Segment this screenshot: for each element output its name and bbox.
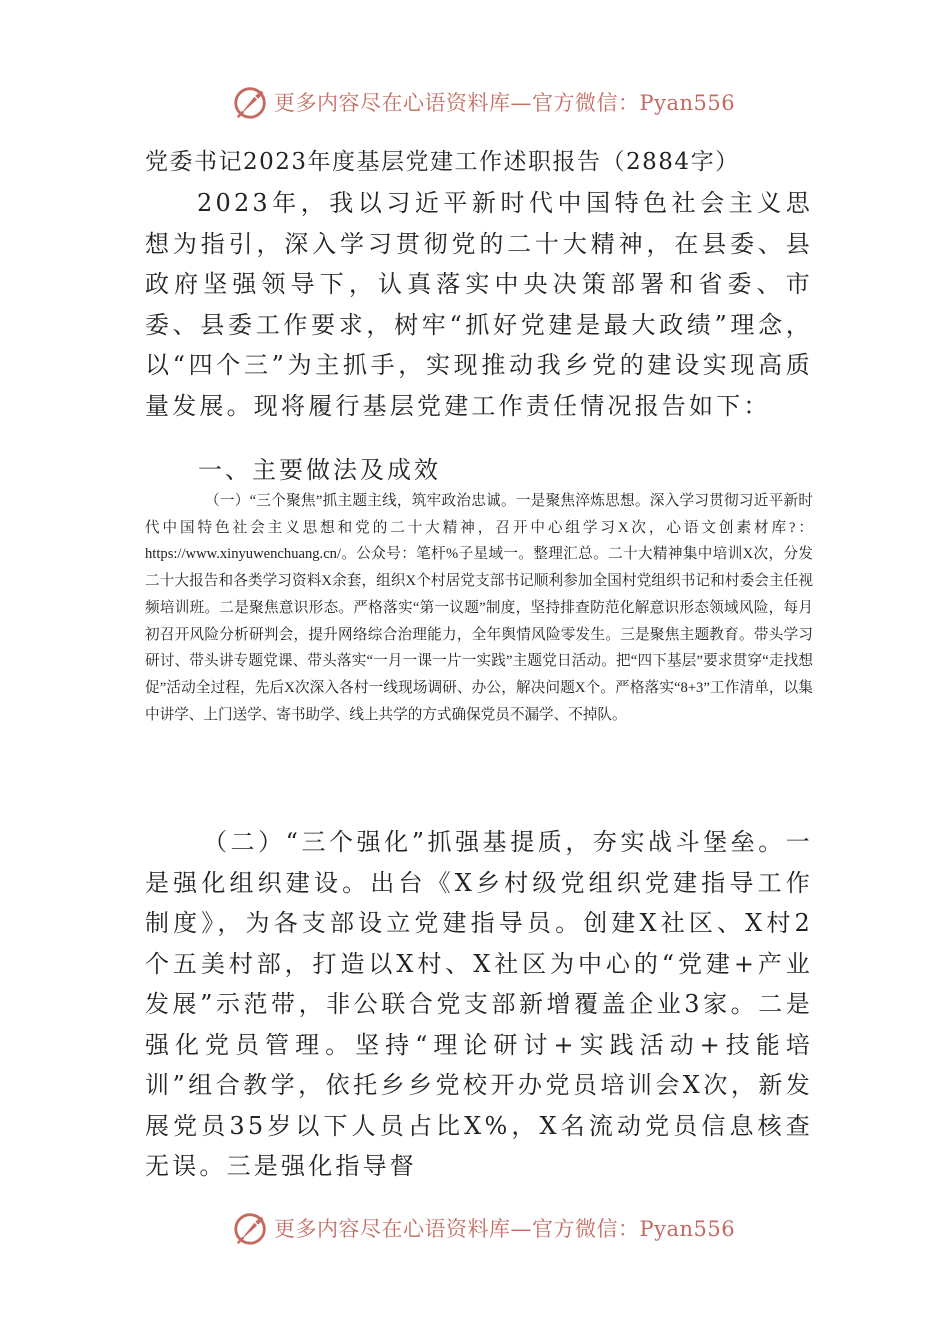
section-paragraph-small: （一）“三个聚焦”抓主题主线，筑牢政治忠诚。一是聚焦淬炼思想。深入学习贯彻习近平新时代中国特色社会主义思想和党的二十大精神，召开中心组学习X次，心语文创素材库?：https://www.xinyuwenchuang.cn/。公众号：笔杆%子星域一。整理汇总。二十大精神集中培训X次，分发二十大报告和各类学习资料X余套，组织X个村居党支部书记顺利参加全国村党组织书记和村委会主任视频培训班。二是聚焦意识形态。严格落实“第一议题”制度，坚持排查防范化解意识形态领域风险，每月初召开风险分析研判会，提升网络综合治理能力，全年舆情风险零发生。三是聚焦主题教育。带头学习研讨、带头讲专题党课、带头落实“一月一课一片一实践”主题党日活动。把“四下基层”要求贯穿“走找想促”活动全过程，先后X次深入各村一线现场调研、办公，解决问题X个。严格落实“8+3”工作清单，以集中讲学、上门送学、寄书助学、线上共学的方式确保党员不漏学、不掉队。 (145, 493, 813, 723)
document-title: 党委书记2023年度基层党建工作述职报告（2884字） (145, 149, 740, 175)
watermark-banner-top (232, 82, 752, 122)
watermark-banner-bottom (232, 1208, 752, 1248)
watermark-text: 更多内容尽在心语资料库—官方微信：Pyan556 (274, 91, 736, 115)
watermark-text: 更多内容尽在心语资料库—官方微信：Pyan556 (274, 1217, 736, 1241)
intro-paragraph: 2023年，我以习近平新时代中国特色社会主义思想为指引，深入学习贯彻党的二十大精神，在县委、县政府坚强领导下，认真落实中央决策部署和省委、市委、县委工作要求，树牢“抓好党建是最大政绩”理念，以“四个三”为主抓手，实现推动我乡党的建设实现高质量发展。现将履行基层党建工作责任情况报告如下： (145, 189, 813, 420)
pen-nib-logo-icon (232, 83, 270, 121)
section-paragraph: （二）“三个强化”抓强基提质，夯实战斗堡垒。一是强化组织建设。出台《X乡村级党组织党建指导工作制度》，为各支部设立党建指导员。创建X社区、X村2个五美村部，打造以X村、X社区为中心的“党建+产业发展”示范带，非公联合党支部新增覆盖企业3家。二是强化党员管理。坚持“理论研讨+实践活动+技能培训”组合教学，依托乡乡党校开办党员培训会X次，新发展党员35岁以下人员占比X%，X名流动党员信息核查无误。三是强化指导督 (145, 828, 813, 1180)
section-heading: 一、主要做法及成效 (198, 456, 441, 484)
pen-nib-logo-icon (232, 1209, 270, 1247)
